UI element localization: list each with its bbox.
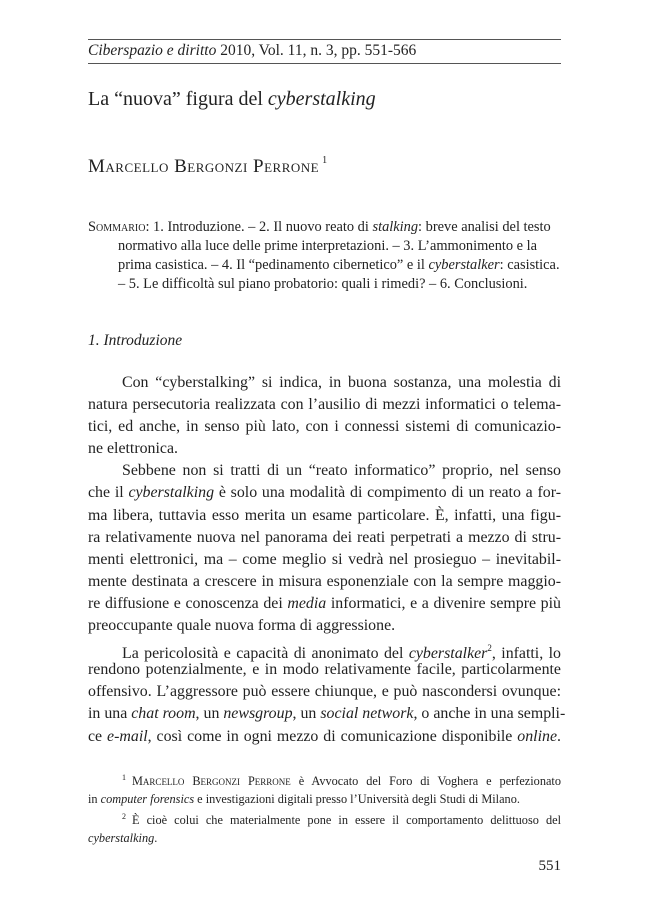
title-prefix: La “nuova” figura del bbox=[88, 88, 268, 110]
footnote-2-line-1 bbox=[88, 808, 561, 830]
body-text-run: re diffusione e conoscenza dei bbox=[88, 594, 288, 612]
footnote-italic: cyberstalking bbox=[88, 830, 155, 845]
body-italic-run: cyberstalking bbox=[128, 484, 215, 502]
summary-text: normativo alla luce delle prime interpretazioni. – 3. L’ammonimento e la bbox=[118, 238, 538, 254]
running-header bbox=[88, 42, 561, 60]
body-line bbox=[88, 505, 561, 527]
summary-line-3 bbox=[88, 256, 561, 275]
body-line: natura persecutoria realizzata con l’ausilio di mezzi informatici o telema- bbox=[88, 396, 561, 414]
body-text-run: preoccupante quale nuova forma di aggressione. bbox=[88, 617, 396, 635]
summary-italic: cyberstalker bbox=[428, 257, 500, 273]
body-line bbox=[88, 637, 561, 663]
body-text-run: ra relativamente nuova nel panorama dei reati perpetrati a mezzo di stru- bbox=[88, 528, 561, 546]
footnote-text: e investigazioni digitali presso l’Università degli Studi di Milano. bbox=[194, 791, 520, 806]
body-text-run: Sebbene non si tratti di un “reato informatico” proprio, nel senso bbox=[122, 462, 561, 480]
footnote-text: . bbox=[154, 830, 158, 845]
body-text-run: , o anche in una sempli- bbox=[413, 705, 566, 723]
body-text-run: , un bbox=[292, 705, 321, 723]
section-heading: 1. Introduzione bbox=[88, 332, 183, 349]
summary-text: prima casistica. – 4. Il “pedinamento cibernetico” e il bbox=[118, 257, 429, 273]
footnote-text: è Avvocato del Foro di Voghera e perfezionato bbox=[290, 774, 561, 788]
body-line bbox=[88, 615, 561, 637]
footnote-ref-2: 2 bbox=[487, 643, 492, 654]
summary-text: – 5. Le difficoltà sul piano probatorio: quali i rimedi? – 6. Conclusioni. bbox=[118, 276, 528, 292]
body-italic-run: online bbox=[517, 727, 558, 745]
footnotes bbox=[88, 769, 561, 847]
header-bottom-rule bbox=[88, 63, 561, 64]
journal-citation: 2010, Vol. 11, n. 3, pp. 551-566 bbox=[220, 42, 417, 59]
summary-italic: stalking bbox=[372, 219, 419, 235]
summary-line-1 bbox=[88, 218, 561, 237]
footnote-1-author: Marcello Bergonzi Perrone bbox=[132, 774, 291, 788]
body-text-run: in una bbox=[88, 705, 132, 723]
body-line: Con “cyberstalking” si indica, in buona sostanza, una molestia di bbox=[122, 374, 561, 391]
footnote-2-line-2 bbox=[88, 830, 561, 848]
summary-text: : 1. Introduzione. – 2. Il nuovo reato di bbox=[145, 219, 373, 235]
body-text bbox=[88, 372, 566, 748]
body-text-run: La pericolosità e capacità di anonimato del bbox=[122, 645, 409, 663]
summary-label: Sommario bbox=[88, 219, 146, 235]
footnote-text: in bbox=[88, 791, 101, 806]
body-line: ne elettronica. bbox=[88, 440, 178, 458]
body-line bbox=[88, 549, 561, 571]
body-text-run: che il bbox=[88, 484, 129, 502]
title-italic: cyberstalking bbox=[267, 88, 376, 110]
page-number: 551 bbox=[538, 858, 561, 874]
body-text-run: ma libera, tuttavia esso merita un esame particolare. È, infatti, una figu- bbox=[88, 506, 561, 524]
body-line: rendono potenzialmente, e in modo relativamente facile, particolarmente bbox=[88, 661, 561, 679]
footnote-italic: computer forensics bbox=[100, 791, 195, 806]
body-text-run: , così come in ogni mezzo di comunicazione disponibile bbox=[147, 727, 518, 745]
summary-line-4 bbox=[88, 275, 561, 294]
author-footnote-ref: 1 bbox=[322, 155, 328, 166]
body-italic-run: cyberstalker bbox=[408, 645, 488, 663]
summary-text: : breve analisi del testo bbox=[418, 219, 551, 235]
body-italic-run: newsgroup bbox=[223, 705, 293, 723]
footnote-1-line-1 bbox=[88, 769, 561, 791]
summary-line-2 bbox=[88, 237, 561, 256]
footnote-2-number: 2 bbox=[122, 812, 126, 821]
body-text-run: , infatti, lo bbox=[491, 645, 561, 663]
body-text-run: informatici, e a divenire sempre più bbox=[326, 594, 561, 612]
body-text-run: . bbox=[557, 727, 561, 745]
body-line bbox=[88, 703, 566, 725]
footnote-text: È cioè colui che materialmente pone in essere il comportamento delittuoso del bbox=[132, 813, 561, 827]
body-line: tici, ed anche, in senso più lato, con i connessi sistemi di comunicazio- bbox=[88, 418, 561, 436]
article-title bbox=[88, 88, 376, 111]
body-italic-run: e-mail bbox=[107, 727, 148, 745]
body-line bbox=[88, 726, 561, 748]
body-italic-run: chat room bbox=[131, 705, 196, 723]
body-text-run: ce bbox=[88, 727, 108, 745]
body-text-run: menti elettronici, ma – come meglio si vedrà nel prosieguo – inevitabil- bbox=[88, 550, 561, 568]
body-text-run: , un bbox=[195, 705, 224, 723]
header-top-rule bbox=[88, 39, 561, 40]
body-line bbox=[88, 527, 561, 549]
body-text-run: è solo una modalità di compimento di un reato a for- bbox=[214, 484, 562, 502]
summary bbox=[88, 218, 561, 294]
summary-text: : casistica. bbox=[499, 257, 560, 273]
body-line bbox=[88, 460, 561, 482]
body-italic-run: media bbox=[287, 594, 327, 612]
body-line bbox=[88, 482, 561, 504]
body-line: offensivo. L’aggressore può essere chiunque, e può nascondersi ovunque: bbox=[88, 683, 561, 701]
footnote-1-number: 1 bbox=[122, 773, 126, 782]
body-line bbox=[88, 593, 561, 615]
author-line bbox=[88, 155, 328, 178]
footnote-1-line-2 bbox=[88, 791, 561, 809]
body-line bbox=[88, 571, 561, 593]
body-italic-run: social network bbox=[320, 705, 414, 723]
journal-name: Ciberspazio e diritto bbox=[88, 42, 217, 59]
author-name: Marcello Bergonzi Perrone bbox=[88, 156, 320, 177]
body-text-run: mente destinata a crescere in misura esponenziale con la sempre maggio- bbox=[88, 572, 561, 590]
